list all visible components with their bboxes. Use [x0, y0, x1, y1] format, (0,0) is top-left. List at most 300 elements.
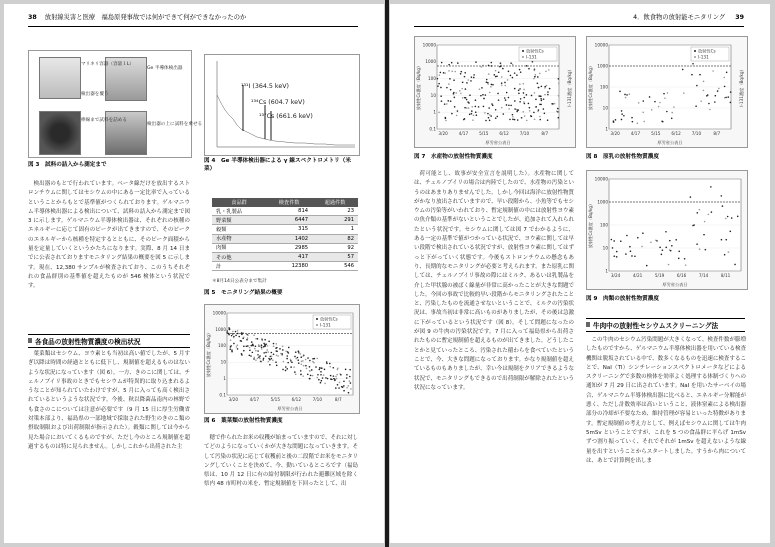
legend-label: I-131 [698, 54, 709, 60]
data-point [268, 340, 270, 342]
data-point [321, 367, 323, 369]
data-point [228, 327, 230, 329]
data-point [471, 110, 473, 112]
body-text-col2-bottom [204, 434, 358, 536]
data-point [346, 377, 348, 379]
x-tick-label: 6/12 [671, 131, 681, 136]
x-tick-label: 5/15 [479, 131, 489, 136]
data-point [231, 349, 233, 351]
data-point [616, 256, 618, 258]
data-point [343, 380, 345, 382]
fig3-label-cover: 検出器を覆う [81, 92, 109, 97]
data-point [271, 358, 273, 360]
data-point [544, 113, 546, 115]
x-tick-label: 4/17 [630, 131, 641, 136]
data-point [637, 237, 639, 239]
data-point [554, 103, 556, 105]
data-point [650, 242, 652, 244]
data-point [485, 94, 487, 96]
data-point [523, 89, 525, 91]
data-point [262, 359, 264, 361]
data-point [235, 331, 237, 333]
data-point [272, 359, 274, 361]
data-point [473, 74, 475, 76]
data-point [466, 107, 468, 109]
x-tick-label: 6/12 [291, 397, 302, 402]
paragraph: 検出器のもとで行われています。ベータ線だけを放出するストロンチウムに関してはセシウムの中にある一定比率で入っているということからもとで基準値がつくられております。ゲルマニウム半導体検出器による検出について、試料の詰入から測定まで図 3 に示します。ゲルマニウム半導体検出器は、それぞれの核種のエネルギーに応じて固有のピークが出てきますので、そのピークのエネルギーから核種を特定するとともに、そのピーク面積から量を定量していくというかたちになります。実際、8 月 14 日までに公表されておりますモニタリング結果の概要を図 5 に示します。現在、12,380 サンプルが検査されており、このうちそれぞれの食品群別の基準値を超えたものが 546 検体という状況です。 [28, 181, 190, 290]
data-point [329, 363, 331, 365]
data-point [498, 99, 500, 101]
data-point [541, 86, 543, 88]
data-point [534, 92, 536, 94]
data-point [734, 264, 736, 266]
data-point [703, 90, 705, 92]
x-tick-label: 3/20 [228, 397, 239, 402]
data-point [539, 119, 541, 121]
data-point [710, 186, 712, 188]
x-axis-label: 厚労省公表日 [277, 406, 303, 411]
data-point [663, 93, 665, 95]
cell: その他 [212, 252, 266, 261]
data-point [508, 71, 510, 73]
data-point [659, 247, 661, 249]
data-point [332, 367, 334, 369]
sample-filled-photo [39, 111, 81, 155]
data-point [247, 337, 249, 339]
data-point [282, 349, 284, 351]
data-point [305, 365, 307, 367]
right-page [390, 4, 770, 543]
fig9-plot [587, 171, 747, 289]
data-point [233, 343, 235, 345]
data-point [450, 100, 452, 102]
data-point [237, 348, 239, 350]
data-point [460, 71, 462, 73]
table-header: 検査件数 [266, 198, 312, 207]
data-point [471, 106, 473, 108]
data-point [712, 70, 714, 72]
data-point [629, 93, 631, 95]
cell: 23 [312, 207, 358, 216]
data-point [538, 87, 540, 89]
x-tick-label: 7/10 [691, 131, 702, 136]
data-point [651, 109, 653, 111]
data-point [502, 68, 504, 70]
data-point [514, 100, 516, 102]
data-point [728, 251, 730, 253]
data-point [495, 76, 497, 78]
data-point [532, 61, 534, 63]
data-point [319, 367, 321, 369]
data-point [658, 106, 660, 108]
data-point [514, 72, 516, 74]
data-point [528, 68, 530, 70]
data-point [516, 111, 518, 113]
data-point [488, 117, 490, 119]
data-point [321, 380, 323, 382]
y-axis-label: 放射性Cs濃度（Bq/kg） [588, 63, 593, 111]
data-point [665, 247, 667, 249]
data-point [258, 356, 260, 358]
table-row [212, 216, 358, 225]
data-point [523, 97, 525, 99]
data-point [276, 355, 278, 357]
body-text-col1-top [28, 180, 190, 330]
data-point [482, 94, 484, 96]
data-point [717, 90, 719, 92]
data-point [233, 337, 235, 339]
data-point [464, 107, 466, 109]
data-point [490, 86, 492, 88]
data-point [700, 100, 702, 102]
data-point [297, 350, 299, 352]
data-point [642, 232, 644, 234]
data-point [468, 107, 470, 109]
section-heading-left: 各食品の放射性物質濃度の検出状況 [28, 334, 190, 348]
data-point [505, 99, 507, 101]
data-point [724, 254, 726, 256]
data-point [490, 62, 492, 64]
data-point [557, 108, 559, 110]
paragraph: この牛肉のセシウム汚染問題が大きくなって、検査件数が膨増したものですから、ゲルマニウム半導体検出器を用いている検査機関は脱坂されている中で、数多くなるものを迅速に検査することで、NaI（Tl）シンチレーションスペクトロメータなどによるスクリーニングで多数の検体を効率よく処理する体制づくりへの通知が 7 月 29 日に出されています。NaI を用いたサーベイの場合、ゲルマニウム半導体検出器に比べると、エネルギー分解能が悪く、ただし計数効率は高いということ、液体窒素による検出器部分の冷却が不要なため、維持管理が容易といった特徴があります。暫定規制値の考え方として、例えばセシウムに関しては牛肉 5mSv ということですが、これを 5 つの食品群に平らげ 1mSv ずつ割り振っていく、それでそれが 1mSv を超えないような線量を出すということからスタートしました。すうから肉については、あとで計算例を出しま [586, 337, 746, 464]
y-tick-label: 10 [602, 105, 608, 111]
cell: 92 [312, 243, 358, 252]
data-point [506, 104, 508, 106]
data-point [297, 359, 299, 361]
cell: 計 [212, 262, 266, 271]
data-point [273, 353, 275, 355]
data-point [285, 350, 287, 352]
data-point [480, 66, 482, 68]
data-point [265, 352, 267, 354]
data-point [324, 383, 326, 385]
data-point [275, 347, 277, 349]
data-point [692, 63, 694, 65]
data-point [558, 78, 560, 80]
y-tick-label: 10000 [594, 176, 608, 182]
data-point [451, 62, 453, 64]
data-point [557, 117, 559, 119]
data-point [464, 72, 466, 74]
data-point [535, 74, 537, 76]
data-point [725, 97, 727, 99]
data-point [727, 96, 729, 98]
data-point [348, 392, 350, 394]
y-tick-label: 10000 [212, 310, 226, 316]
cell: 12380 [266, 262, 312, 271]
data-point [268, 361, 270, 363]
data-point [340, 374, 342, 376]
data-point [508, 97, 510, 99]
data-point [466, 99, 468, 101]
data-point [283, 361, 285, 363]
data-point [538, 95, 540, 97]
data-point [649, 96, 651, 98]
cell: 1 [312, 225, 358, 234]
cell: 穀類 [212, 225, 266, 234]
data-point [526, 94, 528, 96]
data-point [547, 91, 549, 93]
data-point [231, 335, 233, 337]
data-point [551, 103, 553, 105]
data-point [518, 93, 520, 95]
legend-marker [316, 318, 318, 320]
data-point [465, 88, 467, 90]
x-tick-label: 4/17 [249, 397, 260, 402]
data-point [255, 350, 257, 352]
data-point [535, 106, 537, 108]
cell: 野菜類 [212, 216, 266, 225]
data-point [621, 113, 623, 115]
data-point [297, 357, 299, 359]
data-point [512, 64, 514, 66]
data-point [335, 387, 337, 389]
data-point [715, 95, 717, 97]
data-point [501, 107, 503, 109]
data-point [320, 382, 322, 384]
data-point [253, 358, 255, 360]
data-point [508, 108, 510, 110]
data-point [730, 102, 732, 104]
data-point [665, 231, 667, 233]
data-point [696, 243, 698, 245]
y-tick-label: 0.1 [429, 126, 436, 132]
data-point [522, 83, 524, 85]
data-point [634, 255, 636, 257]
cell: 546 [312, 262, 358, 271]
data-point [520, 98, 522, 100]
fig3-label-container: マリネリ容器（容量１L） [81, 62, 134, 67]
data-point [464, 97, 466, 99]
left-page-running-title: 放射線災害と医療 福島原発事故では何ができて何ができなかったのか [44, 14, 247, 21]
data-point [475, 99, 477, 101]
data-point [523, 101, 525, 103]
data-point [265, 355, 267, 357]
data-point [518, 89, 520, 91]
data-point [286, 358, 288, 360]
data-point [507, 79, 509, 81]
data-point [528, 103, 530, 105]
data-point [626, 235, 628, 237]
data-point [632, 121, 634, 123]
data-point [667, 92, 669, 94]
data-point [326, 361, 328, 363]
data-point [268, 358, 270, 360]
data-point [241, 353, 243, 355]
paragraph: 葉菜類はセシウム、ヨウ素とも当初は高い値でしたが、5 月すぎ以降は時間の経過とともに低下し、規制値を超えるものはないような状況になっています（図 6）。一方、きのこに関しては、チェルノブイリ事故のときでもセシウムが特異的に取り込まれるようなことが知られていたわけですが、5 月に入っても高く検出されているというような状況です。今後、秋以降菌品南内の林野でも食さのこについては注意が必要です（9 月 15 日に厚生労働省対策本部より、福島県の一部地域で採取された野生のきのこ類の摂取制限および出荷制限が指示された）。穀類に関しては今から見た場合においてくるものですが、ただし今のところ規制値を超過するものは特に見られません。しかしこれから出荷された主 [28, 351, 190, 450]
y-tick-label: 1 [605, 268, 608, 274]
data-point [282, 345, 284, 347]
data-point [531, 116, 533, 118]
section-heading-right: 牛肉中の放射性セシウムスクリーニング法 [586, 318, 745, 332]
data-point [690, 196, 692, 198]
data-point [666, 111, 668, 113]
data-point [350, 382, 352, 384]
data-point [302, 375, 304, 377]
cell: 乳・乳製品 [212, 207, 266, 216]
y-tick-label: 10000 [594, 42, 608, 48]
data-point [275, 350, 277, 352]
y-tick-label: 10 [602, 245, 608, 251]
data-point [330, 378, 332, 380]
data-point [479, 88, 481, 90]
y-tick-label: 100 [218, 343, 226, 349]
fig4-peak-cs134: ¹³⁴Cs (604.7 keV) [251, 99, 305, 106]
data-point [231, 351, 233, 353]
data-point [271, 355, 273, 357]
fig5-table [212, 198, 358, 271]
data-point [675, 239, 677, 241]
data-point [483, 98, 485, 100]
fig8-caption: 図 8 原乳の放射性物質濃度 [586, 154, 659, 160]
x-tick-label: 4/17 [458, 131, 469, 136]
data-point [506, 92, 508, 94]
data-point [254, 357, 256, 359]
data-point [246, 339, 248, 341]
data-point [512, 119, 514, 121]
y-tick-label: 10 [430, 92, 436, 98]
legend-marker [522, 50, 524, 52]
data-point [312, 358, 314, 360]
data-point [456, 115, 458, 117]
cell: 315 [266, 225, 312, 234]
data-point [230, 345, 232, 347]
data-point [261, 348, 263, 350]
data-point [277, 355, 279, 357]
data-point [539, 73, 541, 75]
data-point [460, 73, 462, 75]
data-point [534, 76, 536, 78]
y-tick-label: 1000 [597, 199, 608, 205]
data-point [236, 346, 238, 348]
x-tick-label: 6/16 [676, 273, 687, 278]
data-point [300, 370, 302, 372]
data-point [309, 378, 311, 380]
data-point [349, 376, 351, 378]
data-point [699, 209, 701, 211]
data-point [682, 69, 684, 71]
fig3-label-place: 検出器の上に試料を乗せる [147, 122, 203, 127]
y-axis-label: 放射性Cs濃度（Bq/kg） [206, 330, 211, 378]
data-point [546, 85, 548, 87]
data-point [295, 358, 297, 360]
data-point [339, 382, 341, 384]
data-point [630, 250, 632, 252]
data-point [232, 331, 234, 333]
data-point [708, 214, 710, 216]
data-point [437, 78, 439, 80]
data-point [253, 334, 255, 336]
cell: 2985 [266, 243, 312, 252]
data-point [475, 111, 477, 113]
data-point [501, 82, 503, 84]
data-point [438, 83, 440, 85]
x-tick-label: 7/14 [698, 273, 709, 278]
fig9-caption: 図 9 肉類の放射性物質濃度 [586, 296, 659, 302]
data-point [457, 62, 459, 64]
data-point [461, 88, 463, 90]
data-point [486, 79, 488, 81]
legend-label: 放射性Cs [526, 48, 544, 54]
data-point [466, 82, 468, 84]
data-point [704, 221, 706, 223]
data-point [544, 87, 546, 89]
data-point [446, 103, 448, 105]
data-point [543, 98, 545, 100]
data-point [298, 362, 300, 364]
data-point [478, 106, 480, 108]
data-point [343, 385, 345, 387]
data-point [510, 62, 512, 64]
data-point [453, 79, 455, 81]
data-point [273, 345, 275, 347]
data-point [533, 78, 535, 80]
cell: 814 [266, 207, 312, 216]
data-point [683, 92, 685, 94]
y-tick-label: 10 [220, 359, 226, 365]
fig4-spectrum [204, 54, 360, 156]
data-point [309, 360, 311, 362]
y2-axis-label: I-131濃度（Bq/kg） [739, 67, 744, 107]
data-point [460, 93, 462, 95]
left-page [4, 4, 384, 543]
fig4-peak-i131: ¹³¹I (364.5 keV) [241, 83, 289, 90]
data-point [468, 102, 470, 104]
data-point [699, 248, 701, 250]
table-row [212, 225, 358, 234]
legend-marker [316, 324, 318, 326]
data-point [312, 361, 314, 363]
data-point [450, 89, 452, 91]
data-point [540, 104, 542, 106]
data-point [637, 122, 639, 124]
data-point [540, 98, 542, 100]
data-point [671, 245, 673, 247]
data-point [494, 74, 496, 76]
data-point [290, 359, 292, 361]
data-point [464, 76, 466, 78]
data-point [266, 349, 268, 351]
data-point [448, 64, 450, 66]
y-tick-label: 1000 [597, 63, 608, 69]
table-row [212, 234, 358, 243]
fig3-label-fill: 棒線まで試料を詰める [81, 118, 127, 123]
data-point [475, 61, 477, 63]
data-point [258, 344, 260, 346]
data-point [642, 112, 644, 114]
data-point [661, 254, 663, 256]
book-gutter [385, 0, 389, 547]
table-row [212, 207, 358, 216]
data-point [285, 370, 287, 372]
y-tick-label: 1000 [215, 326, 226, 332]
data-point [558, 95, 560, 97]
x-tick-label: 7/10 [312, 397, 323, 402]
data-point [485, 120, 487, 122]
data-point [254, 348, 256, 350]
fig5-note: ＊8月14日公表分まで集計 [212, 279, 267, 284]
data-point [243, 336, 245, 338]
data-point [286, 368, 288, 370]
data-point [279, 348, 281, 350]
fig4-peak-cs137: ¹³⁷Cs (661.6 keV) [259, 113, 313, 120]
data-point [288, 347, 290, 349]
data-point [336, 378, 338, 380]
x-axis-label: 厚労省公表日 [662, 282, 688, 287]
data-point [481, 87, 483, 89]
left-page-header [28, 12, 358, 27]
data-point [309, 370, 311, 372]
